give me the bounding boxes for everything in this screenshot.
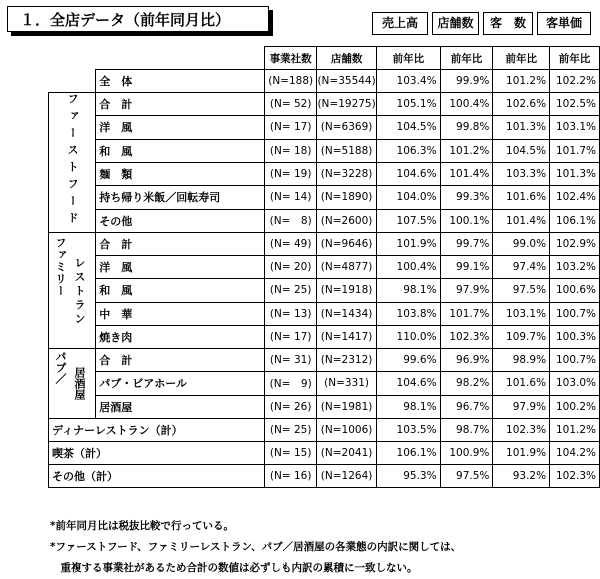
cell-unit-price: 102.2% <box>550 70 600 93</box>
cell-unit-price: 106.1% <box>550 209 600 232</box>
cell-n: (N= 20) <box>265 256 317 279</box>
table-row <box>49 162 600 185</box>
cell-customers: 93.2% <box>493 465 550 488</box>
row-label: ディナーレストラン（計） <box>49 419 265 442</box>
row-label: 合 計 <box>96 349 265 372</box>
cell-store-ct: 99.1% <box>440 256 493 279</box>
cell-n: (N= 25) <box>265 279 317 302</box>
table-row <box>49 325 600 348</box>
table-row <box>49 233 600 256</box>
cell-unit-price: 101.7% <box>550 139 600 162</box>
group-label-family: ファミリー レストラン <box>49 233 96 349</box>
table-row <box>49 465 600 488</box>
table-row <box>49 209 600 232</box>
row-label: 中 華 <box>96 302 265 325</box>
cell-sales: 104.0% <box>377 186 441 209</box>
cell-unit-price: 101.2% <box>550 419 600 442</box>
cell-store-ct: 101.4% <box>440 162 493 185</box>
cell-customers: 109.7% <box>493 325 550 348</box>
cell-n: (N= 17) <box>265 325 317 348</box>
table-row <box>49 116 600 139</box>
row-label: 和 風 <box>96 139 265 162</box>
cell-customers: 97.5% <box>493 279 550 302</box>
cell-stores: (N=1890) <box>317 186 377 209</box>
header-unit-price: 客単価 <box>537 12 591 35</box>
cell-store-ct: 98.2% <box>440 372 493 395</box>
cell-n: (N= 25) <box>265 419 317 442</box>
cell-unit-price: 103.2% <box>550 256 600 279</box>
row-label: 和 風 <box>96 279 265 302</box>
cell-unit-price: 100.2% <box>550 395 600 418</box>
col-yoy-stores: 前年比 <box>440 47 493 70</box>
table-row-total <box>49 70 600 93</box>
cell-sales: 98.1% <box>377 279 441 302</box>
row-label: その他（計） <box>49 465 265 488</box>
cell-unit-price: 102.5% <box>550 93 600 116</box>
cell-sales: 104.6% <box>377 372 441 395</box>
cell-sales: 104.6% <box>377 162 441 185</box>
cell-unit-price: 103.0% <box>550 372 600 395</box>
cell-store-ct: 96.9% <box>440 349 493 372</box>
data-table <box>48 46 600 488</box>
cell-stores: (N=1264) <box>317 465 377 488</box>
footnotes <box>50 516 461 579</box>
row-label: 喫茶（計） <box>49 442 265 465</box>
row-label: 全 体 <box>96 70 265 93</box>
row-label: 合 計 <box>96 233 265 256</box>
cell-customers: 97.4% <box>493 256 550 279</box>
row-label: 合 計 <box>96 93 265 116</box>
cell-sales: 103.8% <box>377 302 441 325</box>
cell-customers: 104.5% <box>493 139 550 162</box>
cell-unit-price: 101.3% <box>550 162 600 185</box>
cell-stores: (N=5188) <box>317 139 377 162</box>
cell-n: (N= 14) <box>265 186 317 209</box>
cell-sales: 106.3% <box>377 139 441 162</box>
cell-store-ct: 100.1% <box>440 209 493 232</box>
table-row <box>49 279 600 302</box>
table-row <box>49 139 600 162</box>
cell-sales: 110.0% <box>377 325 441 348</box>
cell-store-ct: 97.5% <box>440 465 493 488</box>
cell-unit-price: 103.1% <box>550 116 600 139</box>
cell-store-ct: 99.7% <box>440 233 493 256</box>
cell-store-ct: 98.7% <box>440 419 493 442</box>
cell-stores: (N=1918) <box>317 279 377 302</box>
cell-sales: 101.9% <box>377 233 441 256</box>
cell-stores: (N=331) <box>317 372 377 395</box>
cell-n: (N= 31) <box>265 349 317 372</box>
col-yoy-customers: 前年比 <box>493 47 550 70</box>
cell-stores: (N=6369) <box>317 116 377 139</box>
cell-unit-price: 100.7% <box>550 349 600 372</box>
cell-n: (N= 9) <box>265 372 317 395</box>
cell-store-ct: 100.4% <box>440 93 493 116</box>
cell-sales: 106.1% <box>377 442 441 465</box>
cell-sales: 107.5% <box>377 209 441 232</box>
table-row <box>49 93 600 116</box>
cell-customers: 101.9% <box>493 442 550 465</box>
cell-unit-price: 100.3% <box>550 325 600 348</box>
cell-stores: (N=1434) <box>317 302 377 325</box>
cell-stores: (N=4877) <box>317 256 377 279</box>
footnote: *前年同月比は税抜比較で行っている。 <box>50 520 234 532</box>
col-yoy-sales: 前年比 <box>377 47 441 70</box>
cell-sales: 98.1% <box>377 395 441 418</box>
header-sales: 売上高 <box>372 12 428 35</box>
cell-customers: 103.3% <box>493 162 550 185</box>
cell-n: (N= 15) <box>265 442 317 465</box>
cell-n: (N= 16) <box>265 465 317 488</box>
cell-stores: (N=1006) <box>317 419 377 442</box>
row-label: 麺 類 <box>96 162 265 185</box>
cell-stores: (N=3228) <box>317 162 377 185</box>
cell-store-ct: 99.9% <box>440 70 493 93</box>
cell-store-ct: 96.7% <box>440 395 493 418</box>
cell-unit-price: 100.6% <box>550 279 600 302</box>
cell-stores: (N=2041) <box>317 442 377 465</box>
group-label-fastfood: ファーストフード <box>49 93 96 233</box>
header-stores: 店舗数 <box>432 12 479 35</box>
cell-n: (N= 8) <box>265 209 317 232</box>
cell-unit-price: 100.7% <box>550 302 600 325</box>
cell-stores: (N=1981) <box>317 395 377 418</box>
cell-n: (N= 13) <box>265 302 317 325</box>
table-row <box>49 302 600 325</box>
cell-n: (N= 18) <box>265 139 317 162</box>
cell-customers: 98.9% <box>493 349 550 372</box>
header-customers: 客 数 <box>483 12 533 35</box>
row-label: 居酒屋 <box>96 395 265 418</box>
col-stores: 店舗数 <box>317 47 377 70</box>
cell-stores: (N=19275) <box>317 93 377 116</box>
table-row <box>49 186 600 209</box>
table-row <box>49 442 600 465</box>
row-label: 洋 風 <box>96 116 265 139</box>
col-companies: 事業社数 <box>265 47 317 70</box>
cell-sales: 103.5% <box>377 419 441 442</box>
cell-customers: 101.6% <box>493 372 550 395</box>
cell-n: (N= 26) <box>265 395 317 418</box>
cell-stores: (N=2600) <box>317 209 377 232</box>
cell-sales: 95.3% <box>377 465 441 488</box>
cell-n: (N= 52) <box>265 93 317 116</box>
cell-store-ct: 97.9% <box>440 279 493 302</box>
cell-customers: 101.6% <box>493 186 550 209</box>
cell-store-ct: 101.7% <box>440 302 493 325</box>
cell-unit-price: 102.9% <box>550 233 600 256</box>
row-label: 持ち帰り米飯／回転寿司 <box>96 186 265 209</box>
footnote: *ファーストフード、ファミリーレストラン、パブ／居酒屋の各業態の内訳に関しては、 <box>50 541 462 553</box>
cell-n: (N= 17) <box>265 116 317 139</box>
row-label: 焼き肉 <box>96 325 265 348</box>
cell-store-ct: 100.9% <box>440 442 493 465</box>
cell-n: (N= 49) <box>265 233 317 256</box>
table-row <box>49 256 600 279</box>
row-label: その他 <box>96 209 265 232</box>
cell-unit-price: 102.4% <box>550 186 600 209</box>
cell-sales: 100.4% <box>377 256 441 279</box>
cell-stores: (N=1417) <box>317 325 377 348</box>
cell-n: (N= 19) <box>265 162 317 185</box>
cell-customers: 101.3% <box>493 116 550 139</box>
footnote: 重複する事業社があるため合計の数値は必ずしも内訳の累積に一致しない。 <box>50 562 418 574</box>
cell-stores: (N=2312) <box>317 349 377 372</box>
cell-unit-price: 104.2% <box>550 442 600 465</box>
cell-sales: 99.6% <box>377 349 441 372</box>
cell-customers: 102.3% <box>493 419 550 442</box>
col-yoy-unit-price: 前年比 <box>550 47 600 70</box>
page-title: １．全店データ（前年同月比） <box>7 6 269 32</box>
group-label-pub: パブ／ 居酒屋 <box>49 349 96 419</box>
row-label: パブ・ビアホール <box>96 372 265 395</box>
cell-customers: 102.6% <box>493 93 550 116</box>
cell-stores: (N=9646) <box>317 233 377 256</box>
cell-store-ct: 102.3% <box>440 325 493 348</box>
cell-customers: 103.1% <box>493 302 550 325</box>
cell-customers: 97.9% <box>493 395 550 418</box>
cell-stores: (N=35544) <box>317 70 377 93</box>
cell-sales: 103.4% <box>377 70 441 93</box>
cell-sales: 104.5% <box>377 116 441 139</box>
column-header-row <box>49 47 600 70</box>
cell-store-ct: 99.3% <box>440 186 493 209</box>
cell-sales: 105.1% <box>377 93 441 116</box>
cell-store-ct: 101.2% <box>440 139 493 162</box>
cell-unit-price: 102.3% <box>550 465 600 488</box>
cell-store-ct: 99.8% <box>440 116 493 139</box>
table-row <box>49 419 600 442</box>
table-row <box>49 395 600 418</box>
cell-n: (N=188) <box>265 70 317 93</box>
table-row <box>49 372 600 395</box>
cell-customers: 101.4% <box>493 209 550 232</box>
row-label: 洋 風 <box>96 256 265 279</box>
cell-customers: 101.2% <box>493 70 550 93</box>
table-row <box>49 349 600 372</box>
cell-customers: 99.0% <box>493 233 550 256</box>
